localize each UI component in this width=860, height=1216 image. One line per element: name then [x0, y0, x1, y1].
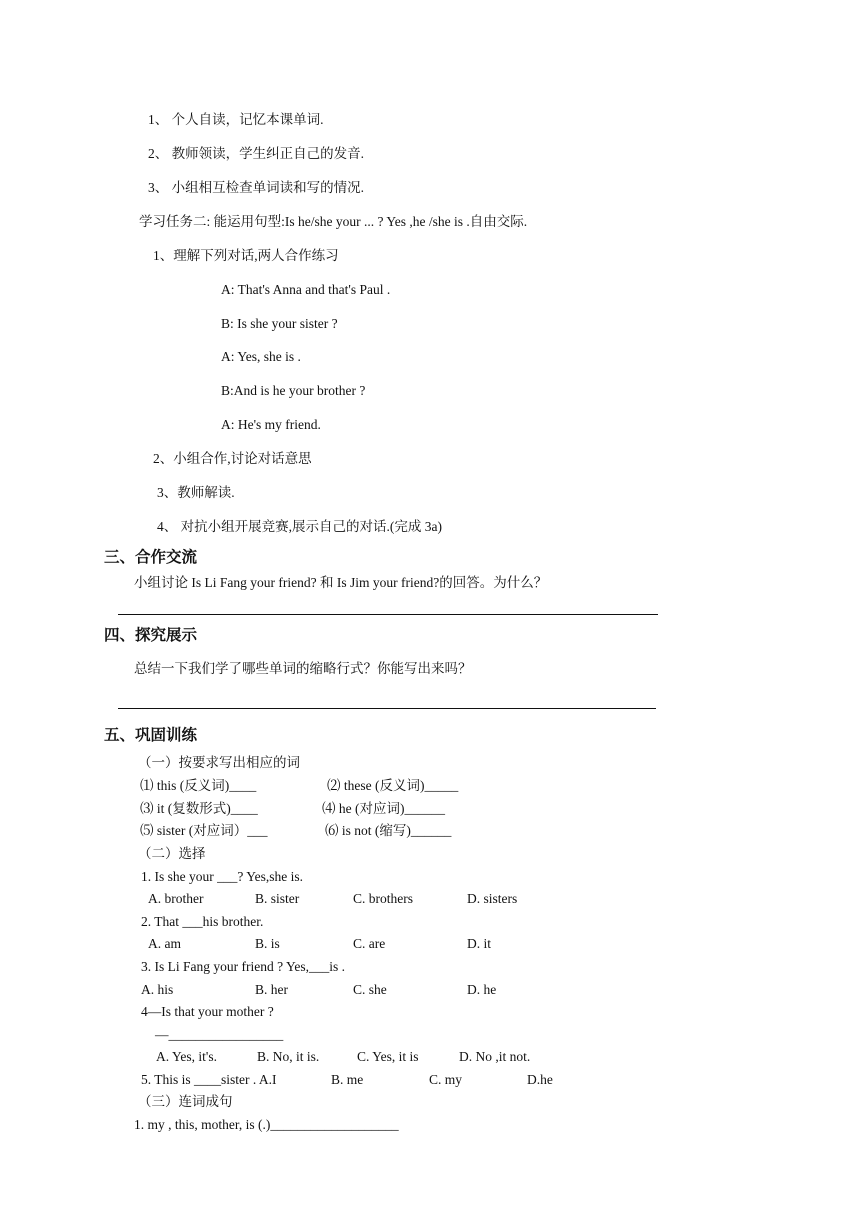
- question-4: 4—Is that your mother ?: [141, 1004, 274, 1019]
- answer-line-section3[interactable]: [118, 614, 658, 615]
- question-5: 5. This is ____sister . A.I: [141, 1072, 277, 1087]
- q5-option-d[interactable]: D.he: [527, 1072, 553, 1087]
- q2-option-d[interactable]: D. it: [467, 936, 492, 951]
- part1-item-6: ⑹ is not (缩写)______: [325, 823, 452, 838]
- part1-item-5: ⑸ sister (对应词）___: [140, 823, 268, 838]
- q1-option-d[interactable]: D. sisters: [467, 891, 518, 906]
- q4-option-c[interactable]: C. Yes, it is: [357, 1049, 419, 1064]
- q3-option-b[interactable]: B. her: [255, 982, 288, 997]
- question-1: 1. Is she your ___? Yes,she is.: [141, 869, 303, 884]
- dialogue-line-4: B:And is he your brother ?: [221, 383, 366, 398]
- part3-title: （三）连词成句: [138, 1094, 233, 1109]
- question-2: 2. That ___his brother.: [141, 914, 264, 929]
- part1-item-2: ⑵ these (反义词)_____: [327, 778, 459, 793]
- task2-title: 学习任务二: 能运用句型:Is he/she your ... ? Yes ,he /she is .自由交际.: [139, 214, 528, 229]
- q3-option-a[interactable]: A. his: [141, 982, 174, 997]
- task2-step-4: 4、 对抗小组开展竞赛,展示自己的对话.(完成 3a): [157, 519, 442, 534]
- q4-answer-blank[interactable]: —_________________: [155, 1027, 284, 1042]
- part3-question-1[interactable]: 1. my , this, mother, is (.)___________________: [134, 1117, 399, 1132]
- section4-heading: 四、探究展示: [104, 626, 198, 644]
- part1-title: （一）按要求写出相应的词: [138, 755, 300, 770]
- question-3: 3. Is Li Fang your friend ? Yes,___is .: [141, 959, 345, 974]
- task2-step-2: 2、小组合作,讨论对话意思: [153, 451, 312, 466]
- dialogue-line-2: B: Is she your sister ?: [221, 316, 338, 331]
- q5-option-b[interactable]: B. me: [331, 1072, 364, 1087]
- q1-option-c[interactable]: C. brothers: [353, 891, 413, 906]
- part1-item-1: ⑴ this (反义词)____: [140, 778, 257, 793]
- q4-option-b[interactable]: B. No, it is.: [257, 1049, 320, 1064]
- dialogue-line-5: A: He's my friend.: [221, 417, 321, 432]
- section3-text: 小组讨论 Is Li Fang your friend? 和 Is Jim your friend?的回答。为什么？: [134, 575, 548, 590]
- q3-option-d[interactable]: D. he: [467, 982, 497, 997]
- q2-option-a[interactable]: A. am: [148, 936, 181, 951]
- part2-title: （二）选择: [138, 846, 206, 861]
- q4-option-d[interactable]: D. No ,it not.: [459, 1049, 531, 1064]
- task1-step-1: 1、 个人自读，记忆本课单词.: [148, 112, 324, 127]
- answer-line-section4[interactable]: [118, 708, 656, 709]
- dialogue-line-3: A: Yes, she is .: [221, 349, 301, 364]
- q2-option-b[interactable]: B. is: [255, 936, 280, 951]
- q5-option-c[interactable]: C. my: [429, 1072, 463, 1087]
- q1-option-b[interactable]: B. sister: [255, 891, 300, 906]
- q4-option-a[interactable]: A. Yes, it's.: [156, 1049, 217, 1064]
- section3-heading: 三、合作交流: [104, 548, 198, 566]
- dialogue-line-1: A: That's Anna and that's Paul .: [221, 282, 391, 297]
- task1-step-3: 3、 小组相互检查单词读和写的情况.: [148, 180, 364, 195]
- q3-option-c[interactable]: C. she: [353, 982, 387, 997]
- section5-heading: 五、巩固训练: [104, 726, 198, 744]
- part1-item-3: ⑶ it (复数形式)____: [140, 801, 258, 816]
- part1-item-4: ⑷ he (对应词)______: [322, 801, 445, 816]
- q1-option-a[interactable]: A. brother: [148, 891, 204, 906]
- q2-option-c[interactable]: C. are: [353, 936, 386, 951]
- task2-step-1: 1、理解下列对话,两人合作练习: [153, 248, 339, 263]
- task2-step-3: 3、教师解读.: [157, 485, 235, 500]
- task1-step-2: 2、 教师领读，学生纠正自己的发音.: [148, 146, 364, 161]
- section4-text: 总结一下我们学了哪些单词的缩略行式？你能写出来吗？: [134, 661, 472, 676]
